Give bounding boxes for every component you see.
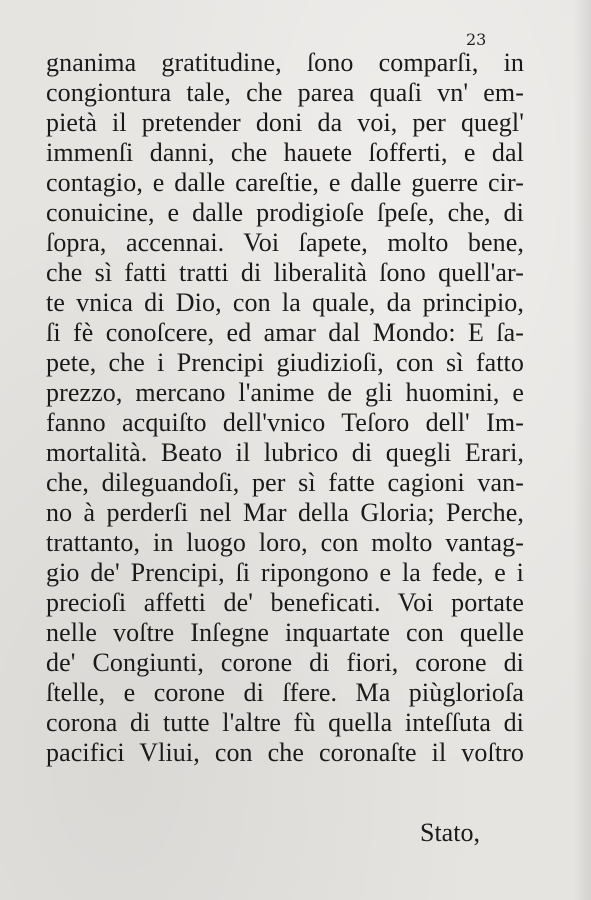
text-line: ſi fè conoſcere, ed amar dal Mondo: E ſa- <box>46 318 524 347</box>
text-line: mortalità. Beato il lubrico di quegli Erari, <box>46 438 524 467</box>
text-line: prezzo, mercano l'anime de gli huomini, e <box>46 378 524 407</box>
text-line: immenſi danni, che hauete ſofferti, e dal <box>46 138 524 167</box>
text-line: pacifici Vliui, con che coronaſte il voſtro <box>46 738 524 767</box>
text-line: de' Congiunti, corone di fiori, corone di <box>46 648 524 677</box>
body-text <box>46 48 524 768</box>
text-line: gio de' Prencipi, ſi ripongono e la fede, e i <box>46 558 524 587</box>
text-line: contagio, e dalle careſtie, e dalle guerre cir- <box>46 168 524 197</box>
text-line: ſtelle, e corone di ſfere. Ma piùglorioſa <box>46 678 524 707</box>
text-line: fanno acquiſto dell'vnico Teſoro dell' Im- <box>46 408 524 437</box>
text-line: pete, che i Prencipi giudizioſi, con sì fatto <box>46 348 524 377</box>
page-number: 23 <box>466 30 487 49</box>
text-line: trattanto, in luogo loro, con molto vantag- <box>46 528 524 557</box>
text-line: nelle voſtre Inſegne inquartate con quelle <box>46 618 524 647</box>
text-line: ſopra, accennai. Voi ſapete, molto bene, <box>46 228 524 257</box>
text-line: no à perderſi nel Mar della Gloria; Perche, <box>46 498 524 527</box>
text-line: corona di tutte l'altre fù quella inteſſuta di <box>46 708 524 737</box>
catchword: Stato, <box>420 818 480 847</box>
page-edge-shadow <box>573 0 591 900</box>
text-line: te vnica di Dio, con la quale, da principio, <box>46 288 524 317</box>
text-line: conuicine, e dalle prodigioſe ſpeſe, che, di <box>46 198 524 227</box>
text-line: pietà il pretender doni da voi, per quegl' <box>46 108 524 137</box>
text-line: che, dileguandoſi, per sì fatte cagioni van- <box>46 468 524 497</box>
text-line: precioſi affetti de' beneficati. Voi portate <box>46 588 524 617</box>
text-line: che sì fatti tratti di liberalità ſono quell'ar- <box>46 258 524 287</box>
text-line: congiontura tale, che parea quaſi vn' em- <box>46 78 524 107</box>
text-line: gnanima gratitudine, ſono comparſi, in <box>46 48 524 77</box>
